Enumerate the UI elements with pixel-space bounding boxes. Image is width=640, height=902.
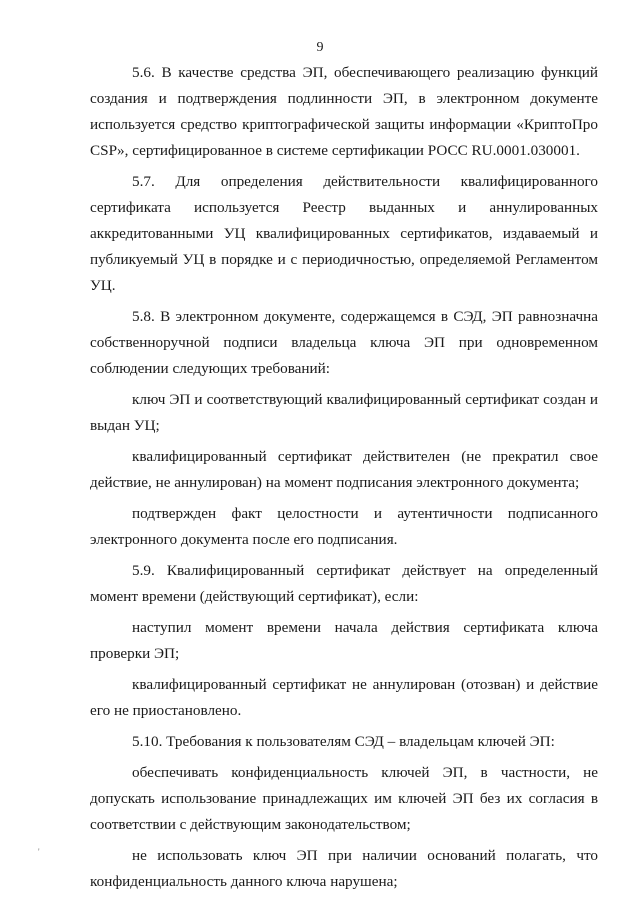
paragraph-5-9: 5.9. Квалифицированный сертификат действует на определенный момент времени (действующий сертификат), если:: [90, 562, 598, 605]
document-body: [90, 60, 598, 900]
condition-item-2: квалифицированный сертификат не аннулирован (отозван) и действие его не приостановлено.: [90, 676, 598, 719]
page-number: 9: [316, 40, 324, 55]
requirement-item-3: подтвержден факт целостности и аутентичности подписанного электронного документа после его подписания.: [90, 505, 598, 548]
paragraph-5-7: 5.7. Для определения действительности квалифицированного сертификата используется Реестр выданных и аннулированных аккредитованными УЦ квалифицированных сертификатов, издаваемый и публикуемый УЦ в порядке и с периодичностью, определяемой Регламентом УЦ.: [90, 173, 598, 294]
margin-mark: ': [38, 847, 40, 857]
condition-item-1: наступил момент времени начала действия сертификата ключа проверки ЭП;: [90, 619, 598, 662]
requirement-item-2: квалифицированный сертификат действителен (не прекратил свое действие, не аннулирован) на момент подписания электронного документа;: [90, 448, 598, 491]
requirement-item-1: ключ ЭП и соответствующий квалифицированный сертификат создан и выдан УЦ;: [90, 391, 598, 434]
paragraph-5-8: 5.8. В электронном документе, содержащемся в СЭД, ЭП равнозначна собственноручной подписи владельца ключа ЭП при одновременном соблюдении следующих требований:: [90, 308, 598, 377]
user-requirement-item-2: не использовать ключ ЭП при наличии оснований полагать, что конфиденциальность данного ключа нарушена;: [90, 847, 598, 890]
paragraph-5-10: 5.10. Требования к пользователям СЭД – владельцам ключей ЭП:: [132, 733, 555, 750]
user-requirement-item-1: обеспечивать конфиденциальность ключей ЭП, в частности, не допускать использование принадлежащих им ключей ЭП без их согласия в соответствии с действующим законодательством;: [90, 764, 598, 833]
paragraph-5-6: 5.6. В качестве средства ЭП, обеспечивающего реализацию функций создания и подтверждения подлинности ЭП, в электронном документе используется средство криптографической защиты информации «КриптоПро CSP», сертифицированное в системе сертификации РОСС RU.0001.030001.: [90, 64, 598, 159]
